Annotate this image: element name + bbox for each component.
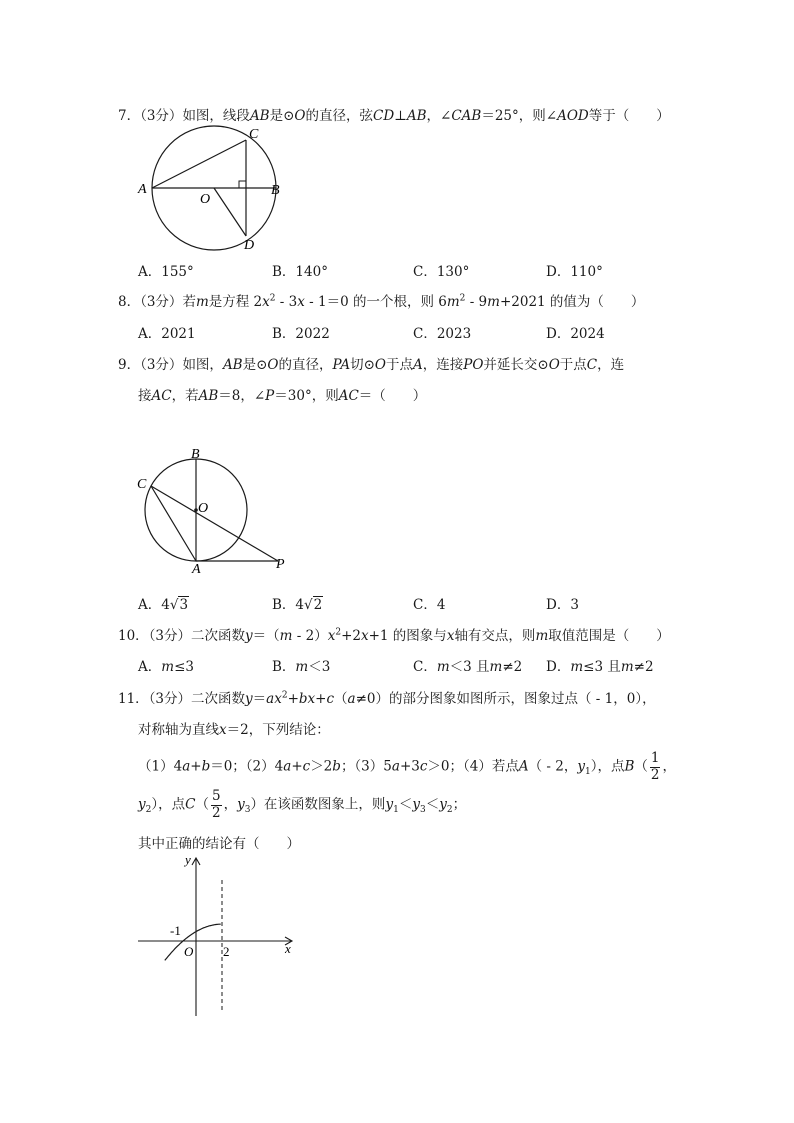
q7-option-b[interactable]: B．140°: [272, 264, 328, 280]
y-axis-label: y: [185, 852, 191, 867]
q9-option-c[interactable]: C．4: [413, 597, 446, 613]
q8-option-b[interactable]: B．2022: [272, 326, 330, 342]
q8-option-d[interactable]: D．2024: [546, 326, 605, 342]
two-label: 2: [223, 944, 230, 959]
q8-stem: 8．（3分）若m是方程 $2x^2 - 3x - 1=0$ 的一个根，则 $6m^2 - 9m+2021$ 的值为（ ）: [118, 293, 645, 310]
label-A: A: [192, 562, 201, 574]
q9-option-a[interactable]: A．4√3: [138, 597, 189, 613]
label-P: P: [276, 557, 285, 572]
label-C: C: [249, 127, 259, 142]
q9-stem-line2: 接AC，若AB＝8，∠P＝30°，则AC＝（ ）: [138, 388, 427, 404]
label-B: B: [271, 183, 280, 198]
q10-option-b[interactable]: B．m＜3: [272, 659, 331, 675]
q11-conclusions-line2: $y_2$），点C（ $\frac{5}{2}$ ，$y_3$）在该函数图象上，则$y_1<y_3<y_2$；: [138, 788, 467, 821]
q7-option-d[interactable]: D．110°: [546, 264, 603, 280]
q7-option-c[interactable]: C．130°: [413, 264, 470, 280]
q11-stem-line2: 对称轴为直线x＝2，下列结论：: [138, 722, 330, 738]
q11-conclusions-line1: （1）4a+b＝0；（2）4a+c＞2b；（3）5a+3c＞0；（4）若点A（ - 2，$y_1$），点B（ $\frac{1}{2}$ ，: [138, 750, 676, 783]
q11-graph: [132, 850, 302, 1020]
q9-stem-line1: 9．（3分）如图，AB是⊙O的直径，PA切⊙O于点A，连接PO并延长交⊙O于点C，连: [118, 357, 625, 373]
q9-figure: [130, 444, 300, 574]
minus-one-label: -1: [170, 923, 181, 938]
label-O: O: [200, 192, 211, 207]
q7-stem: 7．（3分）如图，线段AB是⊙O的直径，弦CD⊥AB，∠CAB＝25°，则∠AOD等于（ ）: [118, 108, 670, 124]
q7-figure: [130, 122, 300, 257]
origin-label: O: [184, 944, 194, 959]
label-C: C: [137, 477, 147, 492]
q7-option-a[interactable]: A．155°: [138, 264, 194, 280]
fraction-one-half: $\frac{1}{2}$: [650, 750, 660, 783]
q9-option-d[interactable]: D．3: [546, 597, 579, 613]
q11-question: 其中正确的结论有（ ）: [138, 836, 300, 852]
label-D: D: [244, 238, 255, 253]
label-A: A: [138, 182, 147, 197]
x-axis-label: x: [285, 941, 291, 956]
q11-stem-line1: 11．（3分）二次函数$y=ax^2+bx+c(a\ne 0)$的部分图象如图所示，图象过点（ - 1，0），: [118, 690, 656, 707]
q10-option-c[interactable]: C．m＜3 且m≠2: [413, 659, 523, 675]
q8-option-a[interactable]: A．2021: [138, 326, 196, 342]
q10-option-d[interactable]: D．m≤3 且m≠2: [546, 659, 654, 675]
label-O: O: [198, 501, 209, 516]
fraction-five-halves: $\frac{5}{2}$: [211, 788, 221, 821]
q10-stem: 10．（3分）二次函数$y=(m - 2)x^2+2x+1$ 的图象与x轴有交点，则m取值范围是（ ）: [118, 627, 670, 644]
q8-option-c[interactable]: C．2023: [413, 326, 472, 342]
q10-option-a[interactable]: A．m≤3: [138, 659, 194, 675]
label-B: B: [191, 447, 200, 462]
q9-option-b[interactable]: B．4√2: [272, 597, 323, 613]
